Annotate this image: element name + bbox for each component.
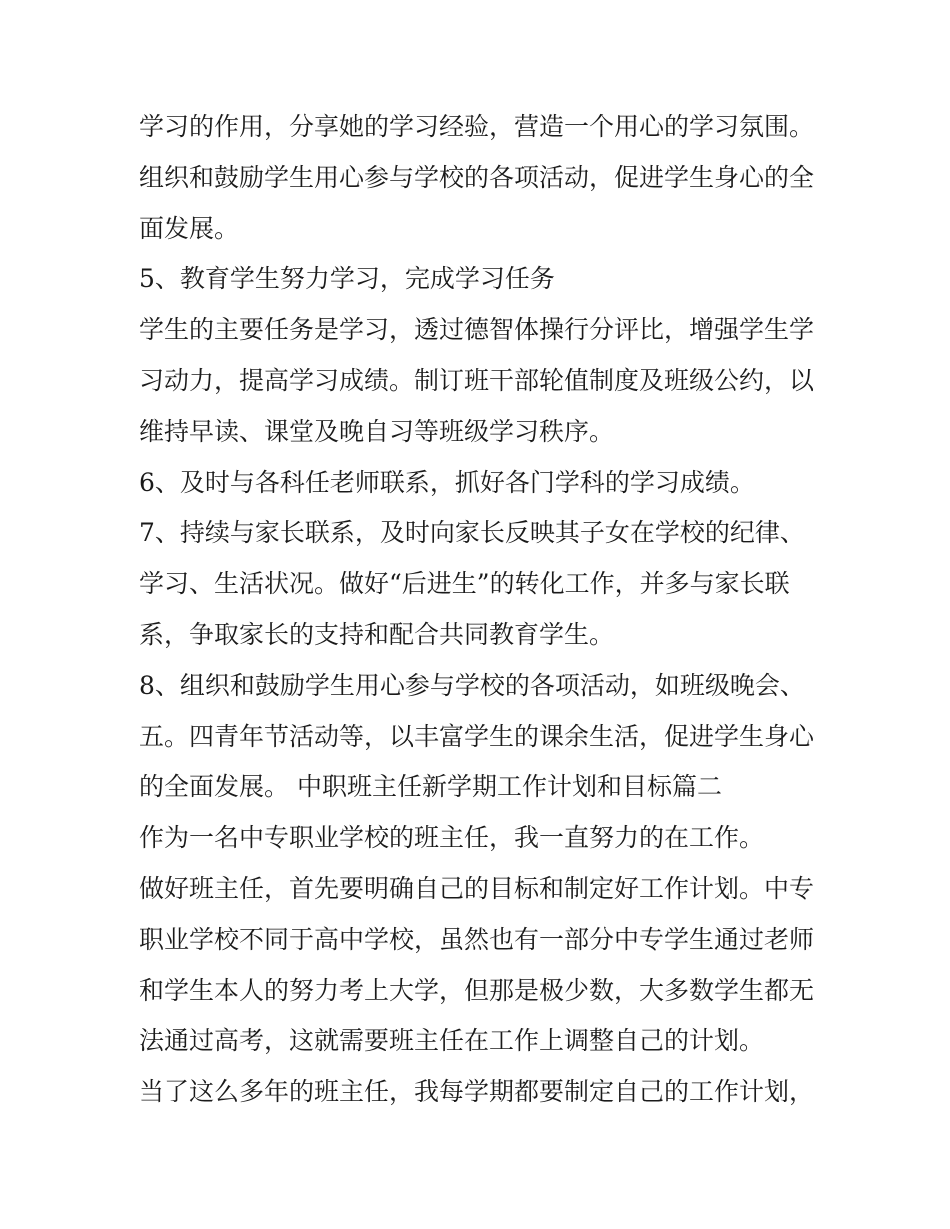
text-line: 维持早读、课堂及晚自习等班级学习秩序。: [139, 416, 615, 446]
text-line: 学习的作用，分享她的学习经验，营造一个用心的学习氛围。: [139, 112, 815, 141]
text-line: 学生的主要任务是学习，透过德智体操行分评比，增强学生学: [139, 315, 815, 345]
text-line: 学习、生活状况。做好“后进生”的转化工作，并多与家长联: [139, 569, 790, 599]
list-item: 6、及时与各科任老师联系，抓好各门学科的学习成绩。: [139, 467, 755, 497]
text-line: 组织和鼓励学生用心参与学校的各项活动，促进学生身心的全: [139, 162, 815, 192]
text-line: 系，争取家长的支持和配合共同教育学生。: [139, 619, 615, 649]
text-line: 和学生本人的努力考上大学，但那是极少数，大多数学生都无: [139, 975, 815, 1005]
text-line: 当了这么多年的班主任，我每学期都要制定自己的工作计划，: [139, 1077, 815, 1107]
document-body: [139, 102, 829, 1118]
list-item: 8、组织和鼓励学生用心参与学校的各项活动，如班级晚会、: [139, 670, 805, 700]
text-line: 做好班主任，首先要明确自己的目标和制定好工作计划。中专: [139, 873, 815, 903]
list-item: 7、持续与家长联系，及时向家长反映其子女在学校的纪律、: [139, 518, 805, 548]
text-line: 职业学校不同于高中学校，虽然也有一部分中专学生通过老师: [139, 924, 815, 954]
text-line: 作为一名中专职业学校的班主任，我一直努力的在工作。: [139, 823, 765, 853]
text-line: 五。四青年节活动等，以丰富学生的课余生活，促进学生身心: [139, 721, 815, 751]
text-line: 法通过高考，这就需要班主任在工作上调整自己的计划。: [139, 1026, 765, 1056]
list-item-heading: 5、教育学生努力学习，完成学习任务: [139, 264, 555, 294]
text-line-with-section-title: 的全面发展。 中职班主任新学期工作计划和目标篇二: [139, 772, 722, 802]
text-line: 面发展。: [139, 213, 240, 243]
text-line: 习动力，提高学习成绩。制订班干部轮值制度及班级公约，以: [139, 365, 815, 395]
